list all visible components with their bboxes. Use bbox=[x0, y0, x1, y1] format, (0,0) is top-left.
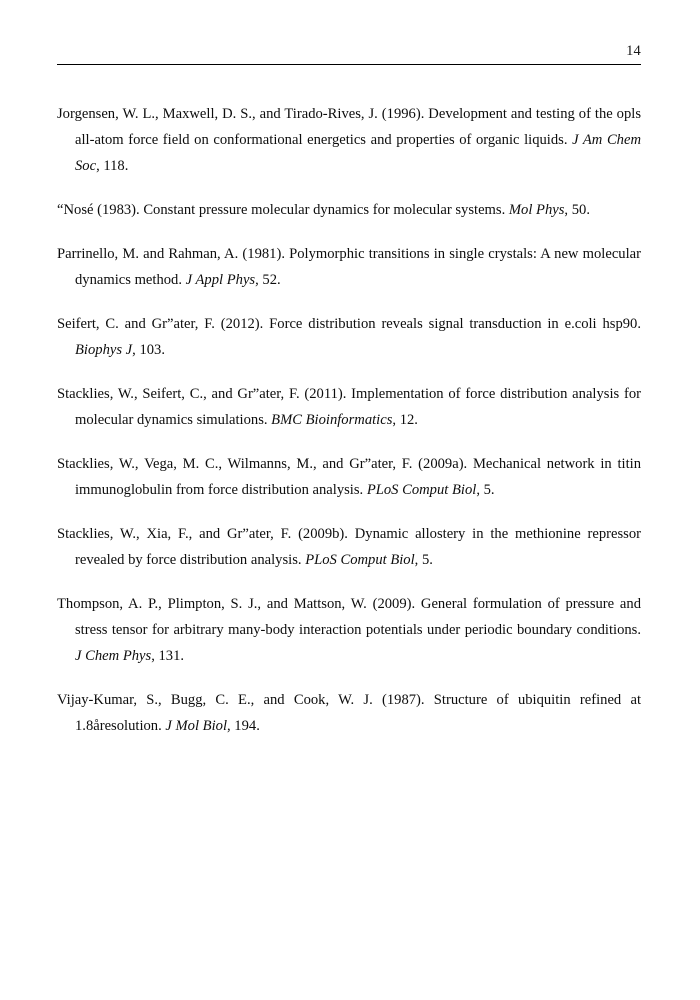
entry-journal-name: J Mol Biol bbox=[165, 718, 227, 734]
entry-authors-year-title: Parrinello, M. and Rahman, A. (1981). Polymorphic transitions in single crystals: A new molecular dynamics method. bbox=[57, 246, 641, 288]
entry-journal-name: PLoS Comput Biol bbox=[305, 552, 415, 568]
bibliography-entry bbox=[57, 311, 641, 363]
running-header bbox=[57, 42, 641, 65]
entry-authors-year-title: Vijay-Kumar, S., Bugg, C. E., and Cook, W. J. (1987). Structure of ubiquitin refined at 1.8åresolution. bbox=[57, 692, 641, 734]
entry-volume: , 103. bbox=[132, 342, 165, 358]
bibliography-entry bbox=[57, 687, 641, 739]
entry-journal-name: BMC Bioinformatics bbox=[271, 412, 393, 428]
bibliography-entry bbox=[57, 591, 641, 669]
entry-volume: , 5. bbox=[414, 552, 433, 568]
bibliography-entry bbox=[57, 381, 641, 433]
entry-authors-year-title: Seifert, C. and Gr”ater, F. (2012). Force distribution reveals signal transduction in e.coli hsp90. bbox=[57, 316, 641, 332]
page-number: 14 bbox=[626, 43, 641, 59]
entry-volume: , 50. bbox=[564, 202, 590, 218]
entry-journal-name: J Appl Phys bbox=[185, 272, 256, 288]
header-rule-divider bbox=[57, 64, 641, 65]
entry-journal-name: PLoS Comput Biol bbox=[366, 482, 477, 498]
entry-volume: , 12. bbox=[392, 412, 418, 428]
bibliography-entry bbox=[57, 101, 641, 179]
entry-journal-name: Biophys J bbox=[75, 342, 133, 358]
entry-journal-name: J Am Chem Soc bbox=[75, 132, 641, 174]
entry-authors-year-title: Stacklies, W., Vega, M. C., Wilmanns, M., and Gr”ater, F. (2009a). Mechanical network in titin immunoglobulin from force distribution analysis. bbox=[57, 456, 641, 498]
entry-volume: , 194. bbox=[227, 718, 260, 734]
entry-volume: , 118. bbox=[96, 158, 129, 174]
entry-journal-name: Mol Phys bbox=[508, 202, 565, 218]
bibliography-entry bbox=[57, 197, 641, 223]
entry-journal-name: J Chem Phys bbox=[75, 648, 152, 664]
bibliography-list bbox=[57, 101, 641, 739]
entry-authors-year-title: Stacklies, W., Xia, F., and Gr”ater, F. (2009b). Dynamic allostery in the methionine repressor revealed by force distribution analysis. bbox=[57, 526, 641, 568]
entry-volume: , 5. bbox=[476, 482, 495, 498]
entry-volume: , 131. bbox=[151, 648, 185, 664]
entry-authors-year-title: “Nosé (1983). Constant pressure molecular dynamics for molecular systems. bbox=[57, 202, 509, 218]
bibliography-entry bbox=[57, 521, 641, 573]
entry-authors-year-title: Stacklies, W., Seifert, C., and Gr”ater, F. (2011). Implementation of force distribution analysis for molecular dynamics simulations. bbox=[57, 386, 641, 428]
bibliography-entry bbox=[57, 241, 641, 293]
bibliography-entry bbox=[57, 451, 641, 503]
entry-authors-year-title: Jorgensen, W. L., Maxwell, D. S., and Tirado-Rives, J. (1996). Development and testing of the opls all-atom force field on conformational energetics and properties of organic liquids. bbox=[57, 106, 641, 148]
entry-volume: , 52. bbox=[255, 272, 281, 288]
entry-authors-year-title: Thompson, A. P., Plimpton, S. J., and Mattson, W. (2009). General formulation of pressure and stress tensor for arbitrary many-body interaction potentials under periodic boundary conditions. bbox=[57, 596, 641, 638]
